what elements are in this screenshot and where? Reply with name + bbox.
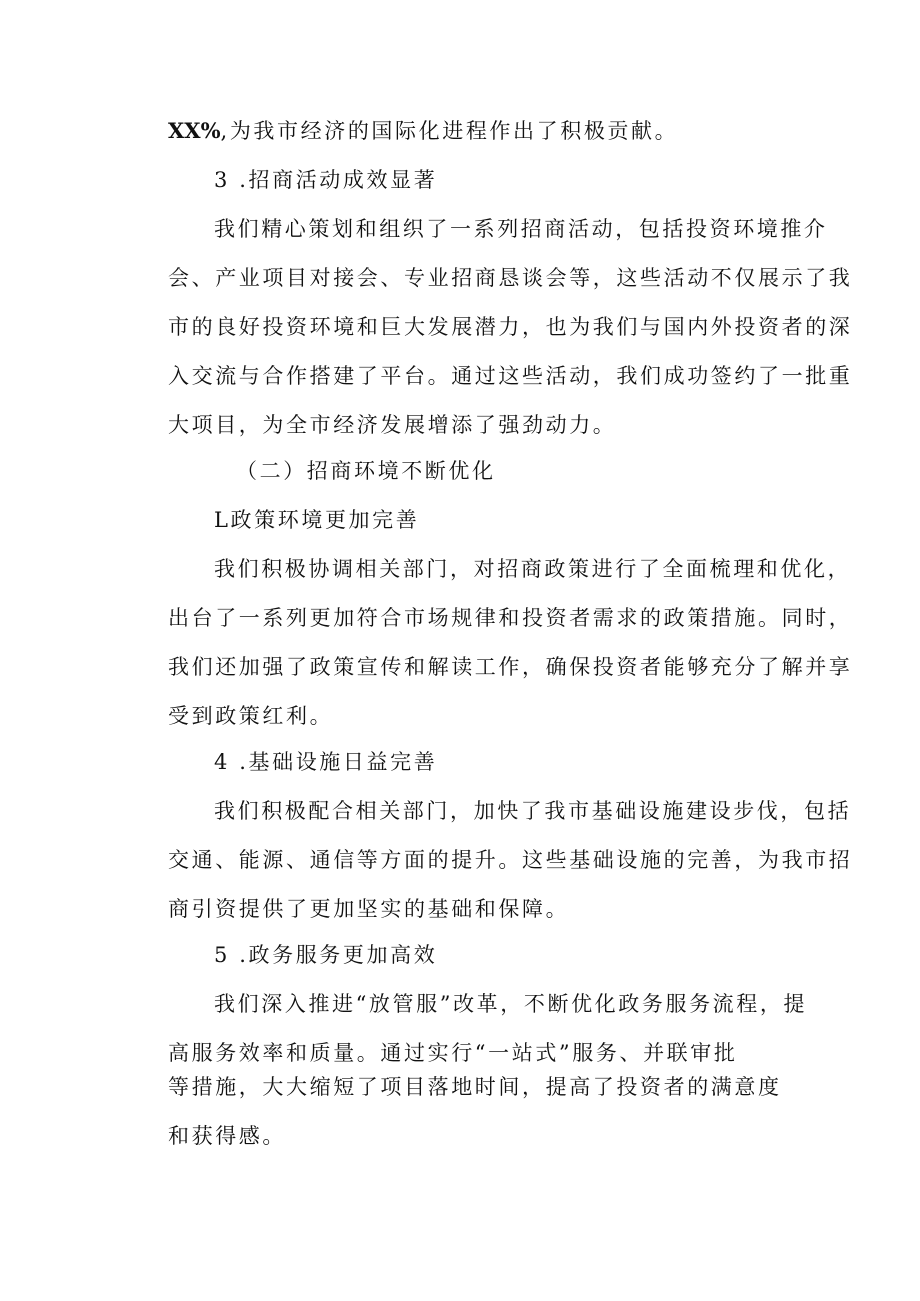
paragraph-line: 我们积极配合相关部门，加快了我市基础设施建设步伐，包括	[214, 799, 852, 823]
paragraph-line: 和获得感。	[168, 1124, 286, 1148]
paragraph-line: 交通、能源、通信等方面的提升。这些基础设施的完善，为我市招	[168, 848, 853, 872]
paragraph-line: 出台了一系列更加符合市场规律和投资者需求的政策措施。同时，	[168, 606, 853, 630]
paragraph-line: 大项目，为全市经济发展增添了强劲动力。	[168, 413, 617, 437]
section-heading: 3 .招商活动成效显著	[214, 168, 438, 192]
paragraph-line: 我们积极协调相关部门，对招商政策进行了全面梳理和优化，	[214, 557, 852, 581]
paragraph-line: 我们深入推进“放管服”改革，不断优化政务服务流程，提	[214, 992, 808, 1016]
section-heading: 4 .基础设施日益完善	[214, 750, 438, 774]
paragraph-line: 会、产业项目对接会、专业招商恳谈会等，这些活动不仅展示了我	[168, 266, 853, 290]
section-heading: （二）招商环境不断优化	[236, 459, 496, 483]
line-text: ,为我市经济的国际化进程作出了积极贡献。	[220, 119, 679, 143]
paragraph-line: 我们还加强了政策宣传和解读工作，确保投资者能够充分了解并享	[168, 655, 853, 679]
paragraph-line: 入交流与合作搭建了平台。通过这些活动，我们成功签约了一批重	[168, 364, 853, 388]
paragraph-line: 我们精心策划和组织了一系列招商活动，包括投资环境推介	[214, 217, 828, 241]
paragraph-line: 等措施，大大缩短了项目落地时间，提高了投资者的满意度	[168, 1075, 782, 1099]
paragraph-line	[168, 116, 788, 146]
section-heading: 5 .政务服务更加高效	[214, 943, 438, 967]
percentage-text: XX%	[168, 118, 221, 143]
paragraph-line: 商引资提供了更加坚实的基础和保障。	[168, 897, 570, 921]
section-heading: L政策环境更加完善	[214, 508, 420, 532]
paragraph-line: 高服务效率和质量。通过实行“一站式”服务、并联审批	[168, 1041, 738, 1065]
paragraph-line: 市的良好投资环境和巨大发展潜力，也为我们与国内外投资者的深	[168, 315, 853, 339]
paragraph-line: 受到政策红利。	[168, 704, 334, 728]
